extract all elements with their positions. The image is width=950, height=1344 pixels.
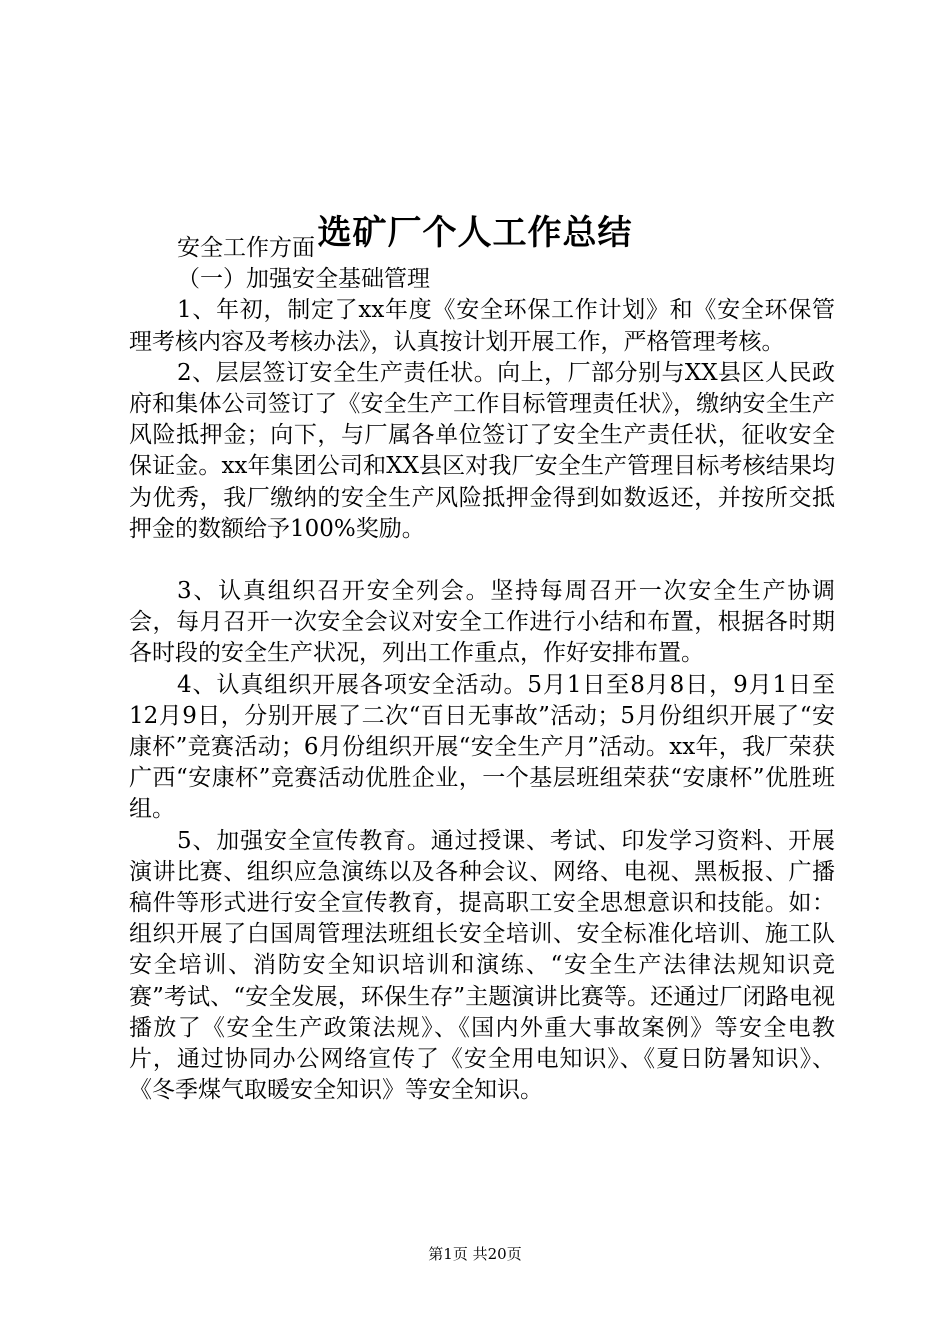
subsection-heading: （一）加强安全基础管理 (177, 266, 430, 293)
paragraph-item-5: 5、加强安全宣传教育。通过授课、考试、印发学习资料、开展演讲比赛、组织应急演练以及各种会议、网络、电视、黑板报、广播稿件等形式进行安全宣传教育，提高职工安全思想意识和技能。如：组织开展了白国周管理法班组长安全培训、安全标准化培训、施工队安全培训、消防安全知识培训和演练、“安全生产法律法规知识竞赛”考试、“安全发展，环保生存”主题演讲比赛等。还通过厂闭路电视播放了《安全生产政策法规》、《国内外重大事故案例》等安全电教片，通过协同办公网络宣传了《安全用电知识》、《夏日防暑知识》、《冬季煤气取暖安全知识》等安全知识。 (129, 827, 835, 1104)
page-title: 选矿厂个人工作总结 (317, 212, 633, 253)
document-body (129, 233, 835, 1106)
paragraph-item-1: 1、年初，制定了xx年度《安全环保工作计划》和《安全环保管理考核内容及考核办法》，认真按计划开展工作，严格管理考核。 (129, 297, 835, 355)
paragraph-item-4: 4、认真组织开展各项安全活动。5月1日至8月8日，9月1日至12月9日，分别开展了二次“百日无事故”活动；5月份组织开展了“安康杯”竞赛活动；6月份组织开展“安全生产月”活动。xx年，我厂荣获广西“安康杯”竞赛活动优胜企业，一个基层班组荣获“安康杯”优胜班组。 (129, 671, 835, 823)
section-heading: 安全工作方面 (177, 235, 315, 261)
paragraph-item-3: 3、认真组织召开安全列会。坚持每周召开一次安全生产协调会，每月召开一次安全会议对安全工作进行小结和布置，根据各时期各时段的安全生产状况，列出工作重点，作好安排布置。 (129, 578, 835, 667)
page-number-footer: 第1页 共20页 (428, 1245, 522, 1263)
paragraph-item-2: 2、层层签订安全生产责任状。向上，厂部分别与XX县区人民政府和集体公司签订了《安全生产工作目标管理责任状》，缴纳安全生产风险抵押金；向下，与厂属各单位签订了安全生产责任状，征收安全保证金。xx年集团公司和XX县区对我厂安全生产管理目标考核结果均为优秀，我厂缴纳的安全生产风险抵押金得到如数返还，并按所交抵押金的数额给予100%奖励。 (129, 359, 835, 542)
blank-line (129, 545, 835, 576)
